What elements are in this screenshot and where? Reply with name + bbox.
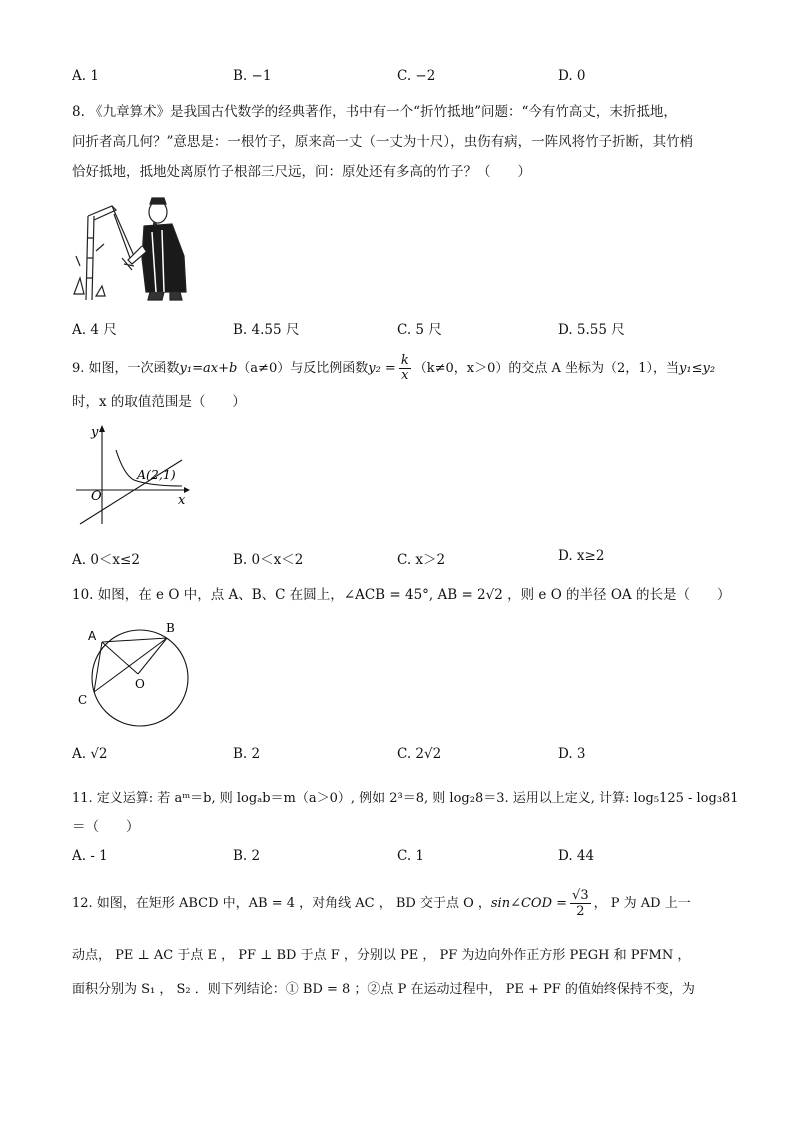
label-b: B xyxy=(166,621,175,635)
y-axis-label: y xyxy=(91,425,99,440)
q9-y2-lhs: y₂ = xyxy=(368,361,396,376)
q12-sin-fraction xyxy=(570,888,591,919)
point-a-label: A(2,1) xyxy=(137,467,176,482)
q10-option-a[interactable]: A. √2 xyxy=(72,746,108,762)
q9-intro: 9. 如图，一次函数 xyxy=(72,361,180,376)
q10-option-b[interactable]: B. 2 xyxy=(233,746,261,762)
q9-line-1 xyxy=(72,354,715,383)
q8-line-1: 8. 《九章算术》是我国古代数学的经典著作，书中有一个“折竹抵地”问题：“今有竹高丈，末折抵地， xyxy=(72,104,677,120)
q7-option-c[interactable]: C. −2 xyxy=(397,68,436,84)
segment-bc xyxy=(94,638,167,692)
q9-fraction-denominator: x xyxy=(401,368,409,383)
q12-intro-end: ， P 为 AD 上一 xyxy=(593,896,691,911)
q9-y1-expression: y₁=ax+b xyxy=(179,361,238,376)
q9-option-b[interactable]: B. 0＜x＜2 xyxy=(233,552,304,568)
segment-ac xyxy=(94,642,102,692)
q9-option-c[interactable]: C. x＞2 xyxy=(397,552,446,568)
q11-line-2: ＝（ ） xyxy=(72,819,140,835)
q9-option-a[interactable]: A. 0＜x≤2 xyxy=(72,552,140,568)
q12-line-3: 面积分别为 S₁ ， S₂ ．则下列结论：① BD = 8 ；②点 P 在运动过程中， PE + PF 的值始终保持不变，为 xyxy=(72,982,695,997)
q9-fraction-numerator: k xyxy=(400,353,409,368)
x-axis-label: x xyxy=(178,493,186,508)
segment-oa xyxy=(102,642,138,674)
label-a: A xyxy=(88,629,97,643)
q12-sin-numerator: √3 xyxy=(572,888,589,903)
q10-circle-diagram xyxy=(72,616,197,736)
q8-line-3: 恰好抵地，抵地处离原竹子根部三尺远，问：原处还有多高的竹子？（ ） xyxy=(72,164,531,180)
q9-fraction xyxy=(399,354,411,383)
y-axis-arrow-icon xyxy=(99,425,105,432)
q10-option-d[interactable]: D. 3 xyxy=(558,746,586,762)
q12-sin-expression: sin∠COD = xyxy=(490,896,568,911)
q8-option-a[interactable]: A. 4 尺 xyxy=(72,322,117,338)
q7-option-b[interactable]: B. −1 xyxy=(233,68,272,84)
q10-text: 10. 如图，在 e O 中，点 A、B、C 在圆上，∠ACB = 45°, AB = 2√2 ，则 e O 的半径 OA 的长是（ ） xyxy=(72,587,731,603)
q9-text-mid: （a≠0）与反比例函数 xyxy=(237,361,369,376)
label-o: O xyxy=(135,677,145,691)
q9-line-2: 时，x 的取值范围是（ ） xyxy=(72,394,246,410)
q11-option-b[interactable]: B. 2 xyxy=(233,848,261,864)
q9-text-end: （k≠0，x＞0）的交点 A 坐标为（2，1），当 xyxy=(413,361,680,376)
q12-sin-denominator: 2 xyxy=(576,904,585,919)
q11-line-1: 11. 定义运算: 若 aᵐ＝b, 则 logₐb＝m（a＞0）, 例如 2³＝8, 则 log₂8＝3. 运用以上定义, 计算: log₅125 - log₃81 xyxy=(72,791,739,806)
origin-label: O xyxy=(91,489,102,504)
q12-line-1 xyxy=(72,888,691,919)
bamboo-scholar-illustration xyxy=(72,196,202,304)
q8-option-c[interactable]: C. 5 尺 xyxy=(397,322,442,338)
q9-condition: y₁≤y₂ xyxy=(679,361,716,376)
q11-option-c[interactable]: C. 1 xyxy=(397,848,425,864)
q7-option-a[interactable]: A. 1 xyxy=(72,68,99,84)
q9-option-d[interactable]: D. x≥2 xyxy=(558,548,605,564)
q10-option-c[interactable]: C. 2√2 xyxy=(397,746,442,762)
q11-option-a[interactable]: A. - 1 xyxy=(72,848,108,864)
q11-option-d[interactable]: D. 44 xyxy=(558,848,595,864)
label-c: C xyxy=(78,693,88,707)
q8-option-b[interactable]: B. 4.55 尺 xyxy=(233,322,300,338)
q12-intro: 12. 如图，在矩形 ABCD 中，AB = 4 ，对角线 AC ， BD 交于点 O ， xyxy=(72,896,491,911)
q12-line-2: 动点， PE ⊥ AC 于点 E ， PF ⊥ BD 于点 F ，分别以 PE ， PF 为边向外作正方形 PEGH 和 PFMN ， xyxy=(72,948,691,963)
q8-line-2: 问折者高几何？”意思是：一根竹子，原来高一丈（一丈为十尺），虫伤有病，一阵风将竹子折断，其竹梢 xyxy=(72,134,694,150)
q9-function-graph xyxy=(72,420,197,530)
q7-option-d[interactable]: D. 0 xyxy=(558,68,586,84)
q8-option-d[interactable]: D. 5.55 尺 xyxy=(558,322,625,338)
